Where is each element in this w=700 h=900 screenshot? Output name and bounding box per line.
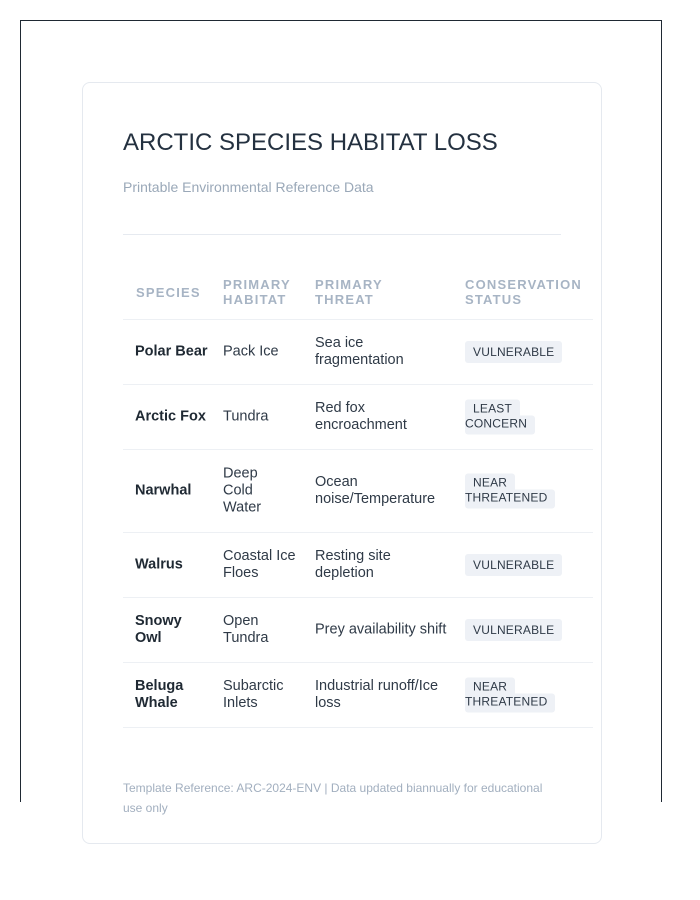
habitat-cell: Tundra bbox=[223, 408, 269, 425]
status-cell bbox=[465, 554, 575, 576]
habitat-cell: Subarctic Inlets bbox=[223, 678, 284, 711]
species-name: Beluga Whale bbox=[135, 678, 184, 711]
header-status: CONSERVATION STATUS bbox=[465, 277, 582, 307]
threat-cell: Prey availability shift bbox=[315, 621, 447, 638]
species-name: Narwhal bbox=[135, 482, 192, 499]
header-threat: PRIMARY THREAT bbox=[315, 277, 383, 307]
status-badge: VULNERABLE bbox=[465, 341, 562, 363]
template-footer-note: Template Reference: ARC-2024-ENV | Data updated biannually for educational use only bbox=[123, 781, 543, 815]
threat-cell: Sea ice fragmentation bbox=[315, 335, 404, 368]
threat-cell: Ocean noise/Temperature bbox=[315, 474, 436, 507]
status-badge: VULNERABLE bbox=[465, 554, 562, 576]
status-badge bbox=[465, 474, 575, 509]
species-name: Snowy Owl bbox=[135, 613, 182, 646]
species-name: Walrus bbox=[135, 556, 183, 573]
table-row bbox=[123, 598, 593, 663]
table-row bbox=[123, 450, 593, 533]
threat-cell: Red fox encroachment bbox=[315, 400, 407, 433]
species-table bbox=[123, 263, 593, 728]
page-frame bbox=[20, 20, 662, 815]
table-row bbox=[123, 320, 593, 385]
table-row bbox=[123, 663, 593, 728]
habitat-cell: Coastal Ice Floes bbox=[223, 548, 296, 581]
header-habitat: PRIMARY HABITAT bbox=[223, 277, 291, 307]
threat-cell: Industrial runoff/Ice loss bbox=[315, 678, 439, 711]
status-badge bbox=[465, 678, 575, 713]
species-name: Arctic Fox bbox=[135, 408, 206, 425]
status-badge-line: LEAST bbox=[465, 400, 520, 416]
threat-cell: Resting site depletion bbox=[315, 548, 391, 581]
status-badge-line: THREATENED bbox=[465, 490, 555, 509]
status-badge-line: THREATENED bbox=[465, 694, 555, 713]
status-badge bbox=[465, 400, 575, 435]
title-divider bbox=[123, 234, 561, 235]
status-cell bbox=[465, 619, 575, 641]
table-row bbox=[123, 533, 593, 598]
habitat-cell: Deep Cold Water bbox=[223, 465, 262, 516]
species-name: Polar Bear bbox=[135, 343, 208, 360]
habitat-cell: Open Tundra bbox=[223, 613, 269, 646]
status-badge-line: NEAR bbox=[465, 678, 515, 694]
status-badge-line: NEAR bbox=[465, 474, 515, 490]
status-cell bbox=[465, 341, 575, 363]
status-badge-line: CONCERN bbox=[465, 416, 535, 435]
reference-card bbox=[82, 82, 602, 844]
table-header-row bbox=[123, 263, 593, 320]
status-badge: VULNERABLE bbox=[465, 619, 562, 641]
page-subtitle: Printable Environmental Reference Data bbox=[123, 179, 374, 195]
table-row bbox=[123, 385, 593, 450]
habitat-cell: Pack Ice bbox=[223, 343, 279, 360]
header-species: SPECIES bbox=[136, 285, 201, 300]
page-title: ARCTIC SPECIES HABITAT LOSS bbox=[123, 129, 498, 156]
